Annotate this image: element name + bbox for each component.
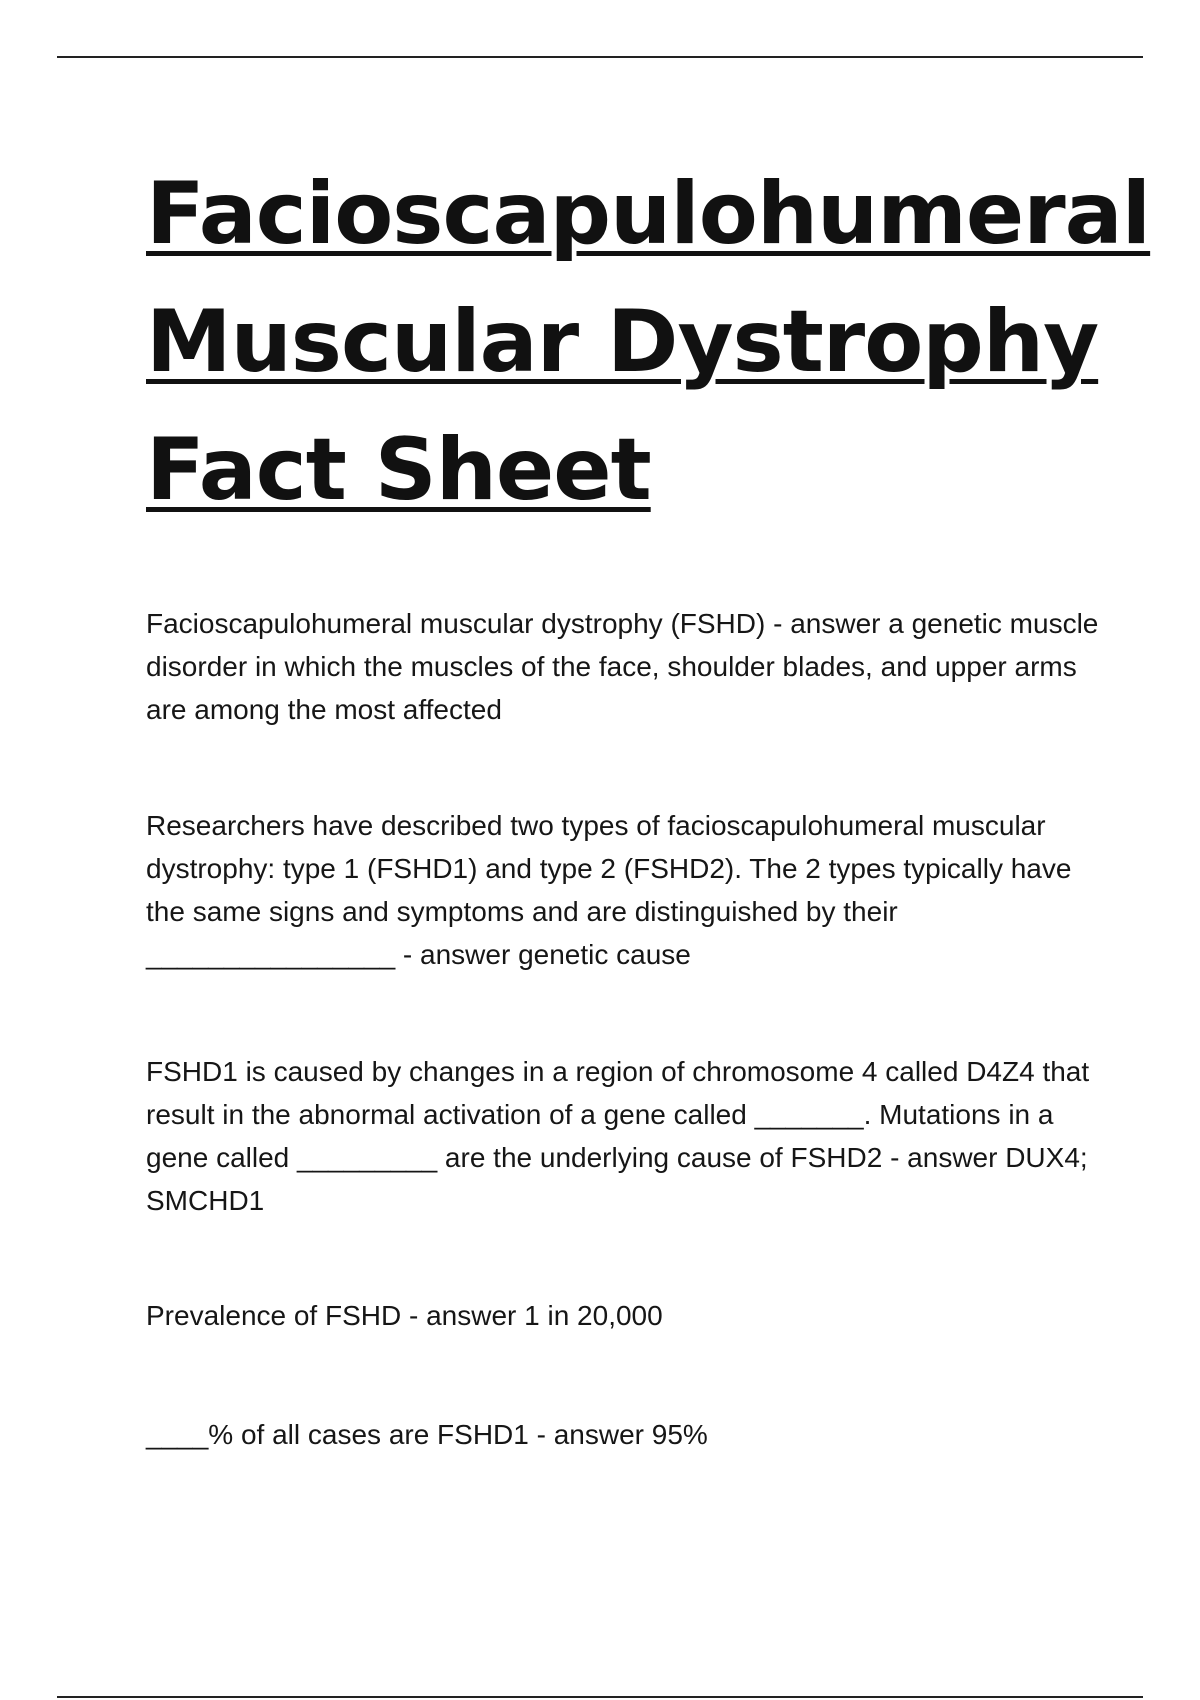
title-line-1: Facioscapulohumeral	[146, 164, 1151, 264]
title-line-2: Muscular Dystrophy	[146, 292, 1099, 392]
paragraph-prevalence: Prevalence of FSHD - answer 1 in 20,000	[146, 1300, 663, 1331]
bottom-rule	[57, 1696, 1143, 1698]
page-title	[146, 150, 1151, 534]
paragraph-fshd1-percentage: ____% of all cases are FSHD1 - answer 95%	[146, 1419, 708, 1450]
paragraph-fshd-types: Researchers have described two types of facioscapulohumeral muscular dystrophy: type 1 (FSHD1) and type 2 (FSHD2). The 2 types typically have the same signs and symptoms and are distinguished by their ________________ - answer genetic cause	[146, 810, 1072, 970]
paragraph-fshd-definition: Facioscapulohumeral muscular dystrophy (FSHD) - answer a genetic muscle disorder in which the muscles of the face, shoulder blades, and upper arms are among the most affected	[146, 608, 1099, 725]
top-rule	[57, 56, 1143, 58]
paragraph-fshd-genes: FSHD1 is caused by changes in a region of chromosome 4 called D4Z4 that result in the abnormal activation of a gene called _______. Mutations in a gene called _________ are the underlying cause of FSHD2 - answer DUX4; SMCHD1	[146, 1056, 1090, 1216]
title-line-3: Fact Sheet	[146, 420, 651, 520]
